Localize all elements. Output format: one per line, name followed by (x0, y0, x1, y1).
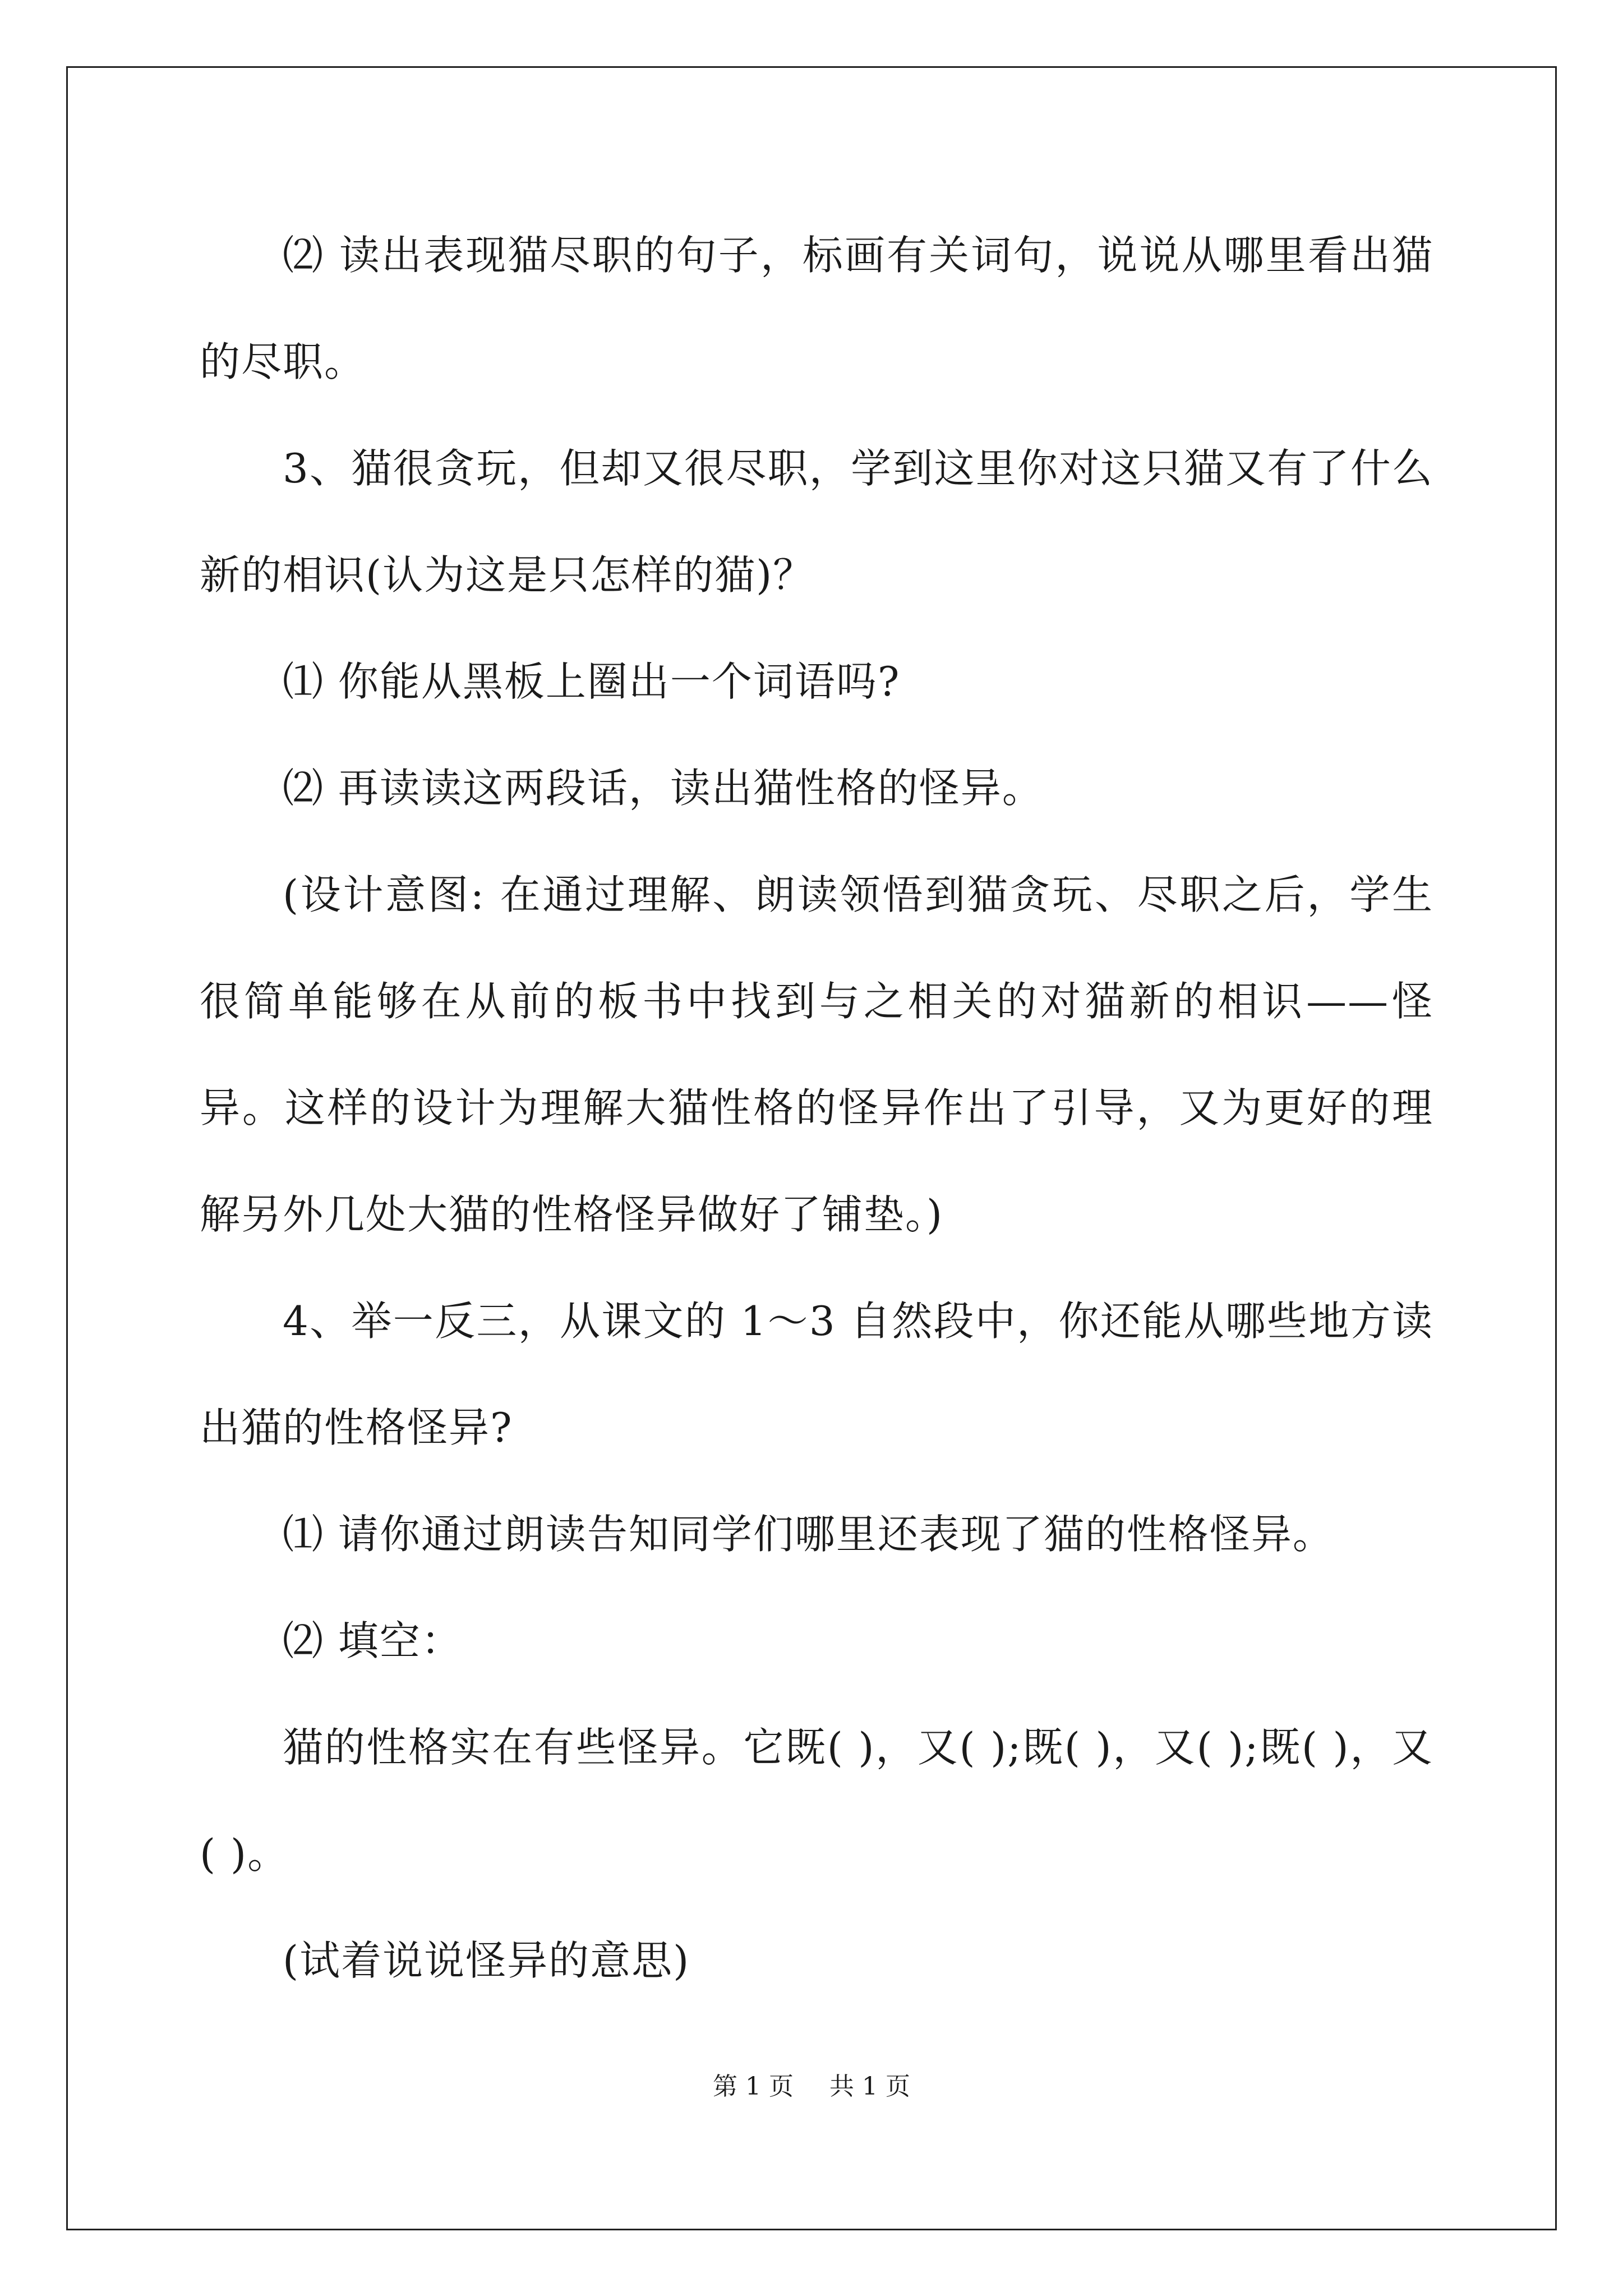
paragraph: (设计意图: 在通过理解、朗读领悟到猫贪玩、尽职之后，学生很简单能够在从前的板书中找到与之相关的对猫新的相识——怪异。这样的设计为理解大猫性格的怪异作出了引导，又为更好的理解另外几处大猫的性格怪异做好了铺垫。) (200, 871, 1433, 1238)
paragraph: ⑴ 请你通过朗读告知同学们哪里还表现了猫的性格怪异。 (283, 1511, 1334, 1558)
page-footer (0, 2070, 1623, 2104)
paragraph: ⑵ 填空： (283, 1617, 463, 1664)
page-total: 共 1 页 (829, 2072, 910, 2101)
paragraph: ⑵ 读出表现猫尽职的句子，标画有关词句，说说从哪里看出猫的尽职。 (200, 232, 1433, 385)
paragraph: 3、猫很贪玩，但却又很尽职，学到这里你对这只猫又有了什么新的相识(认为这是只怎样的猫)？ (200, 445, 1433, 599)
paragraph: 猫的性格实在有些怪异。它既( )，又( );既( )，又( );既( )，又( )。 (200, 1724, 1433, 1878)
paragraph: (试着说说怪异的意思) (283, 1937, 690, 1984)
paragraph: ⑴ 你能从黑板上圈出一个词语吗? (283, 658, 901, 705)
paragraph: ⑵ 再读读这两段话，读出猫性格的怪异。 (283, 765, 1044, 812)
document-body (200, 202, 1433, 2014)
page-number: 第 1 页 (713, 2072, 794, 2101)
paragraph: 4、举一反三，从课文的 1～3 自然段中，你还能从哪些地方读出猫的性格怪异? (200, 1297, 1433, 1451)
